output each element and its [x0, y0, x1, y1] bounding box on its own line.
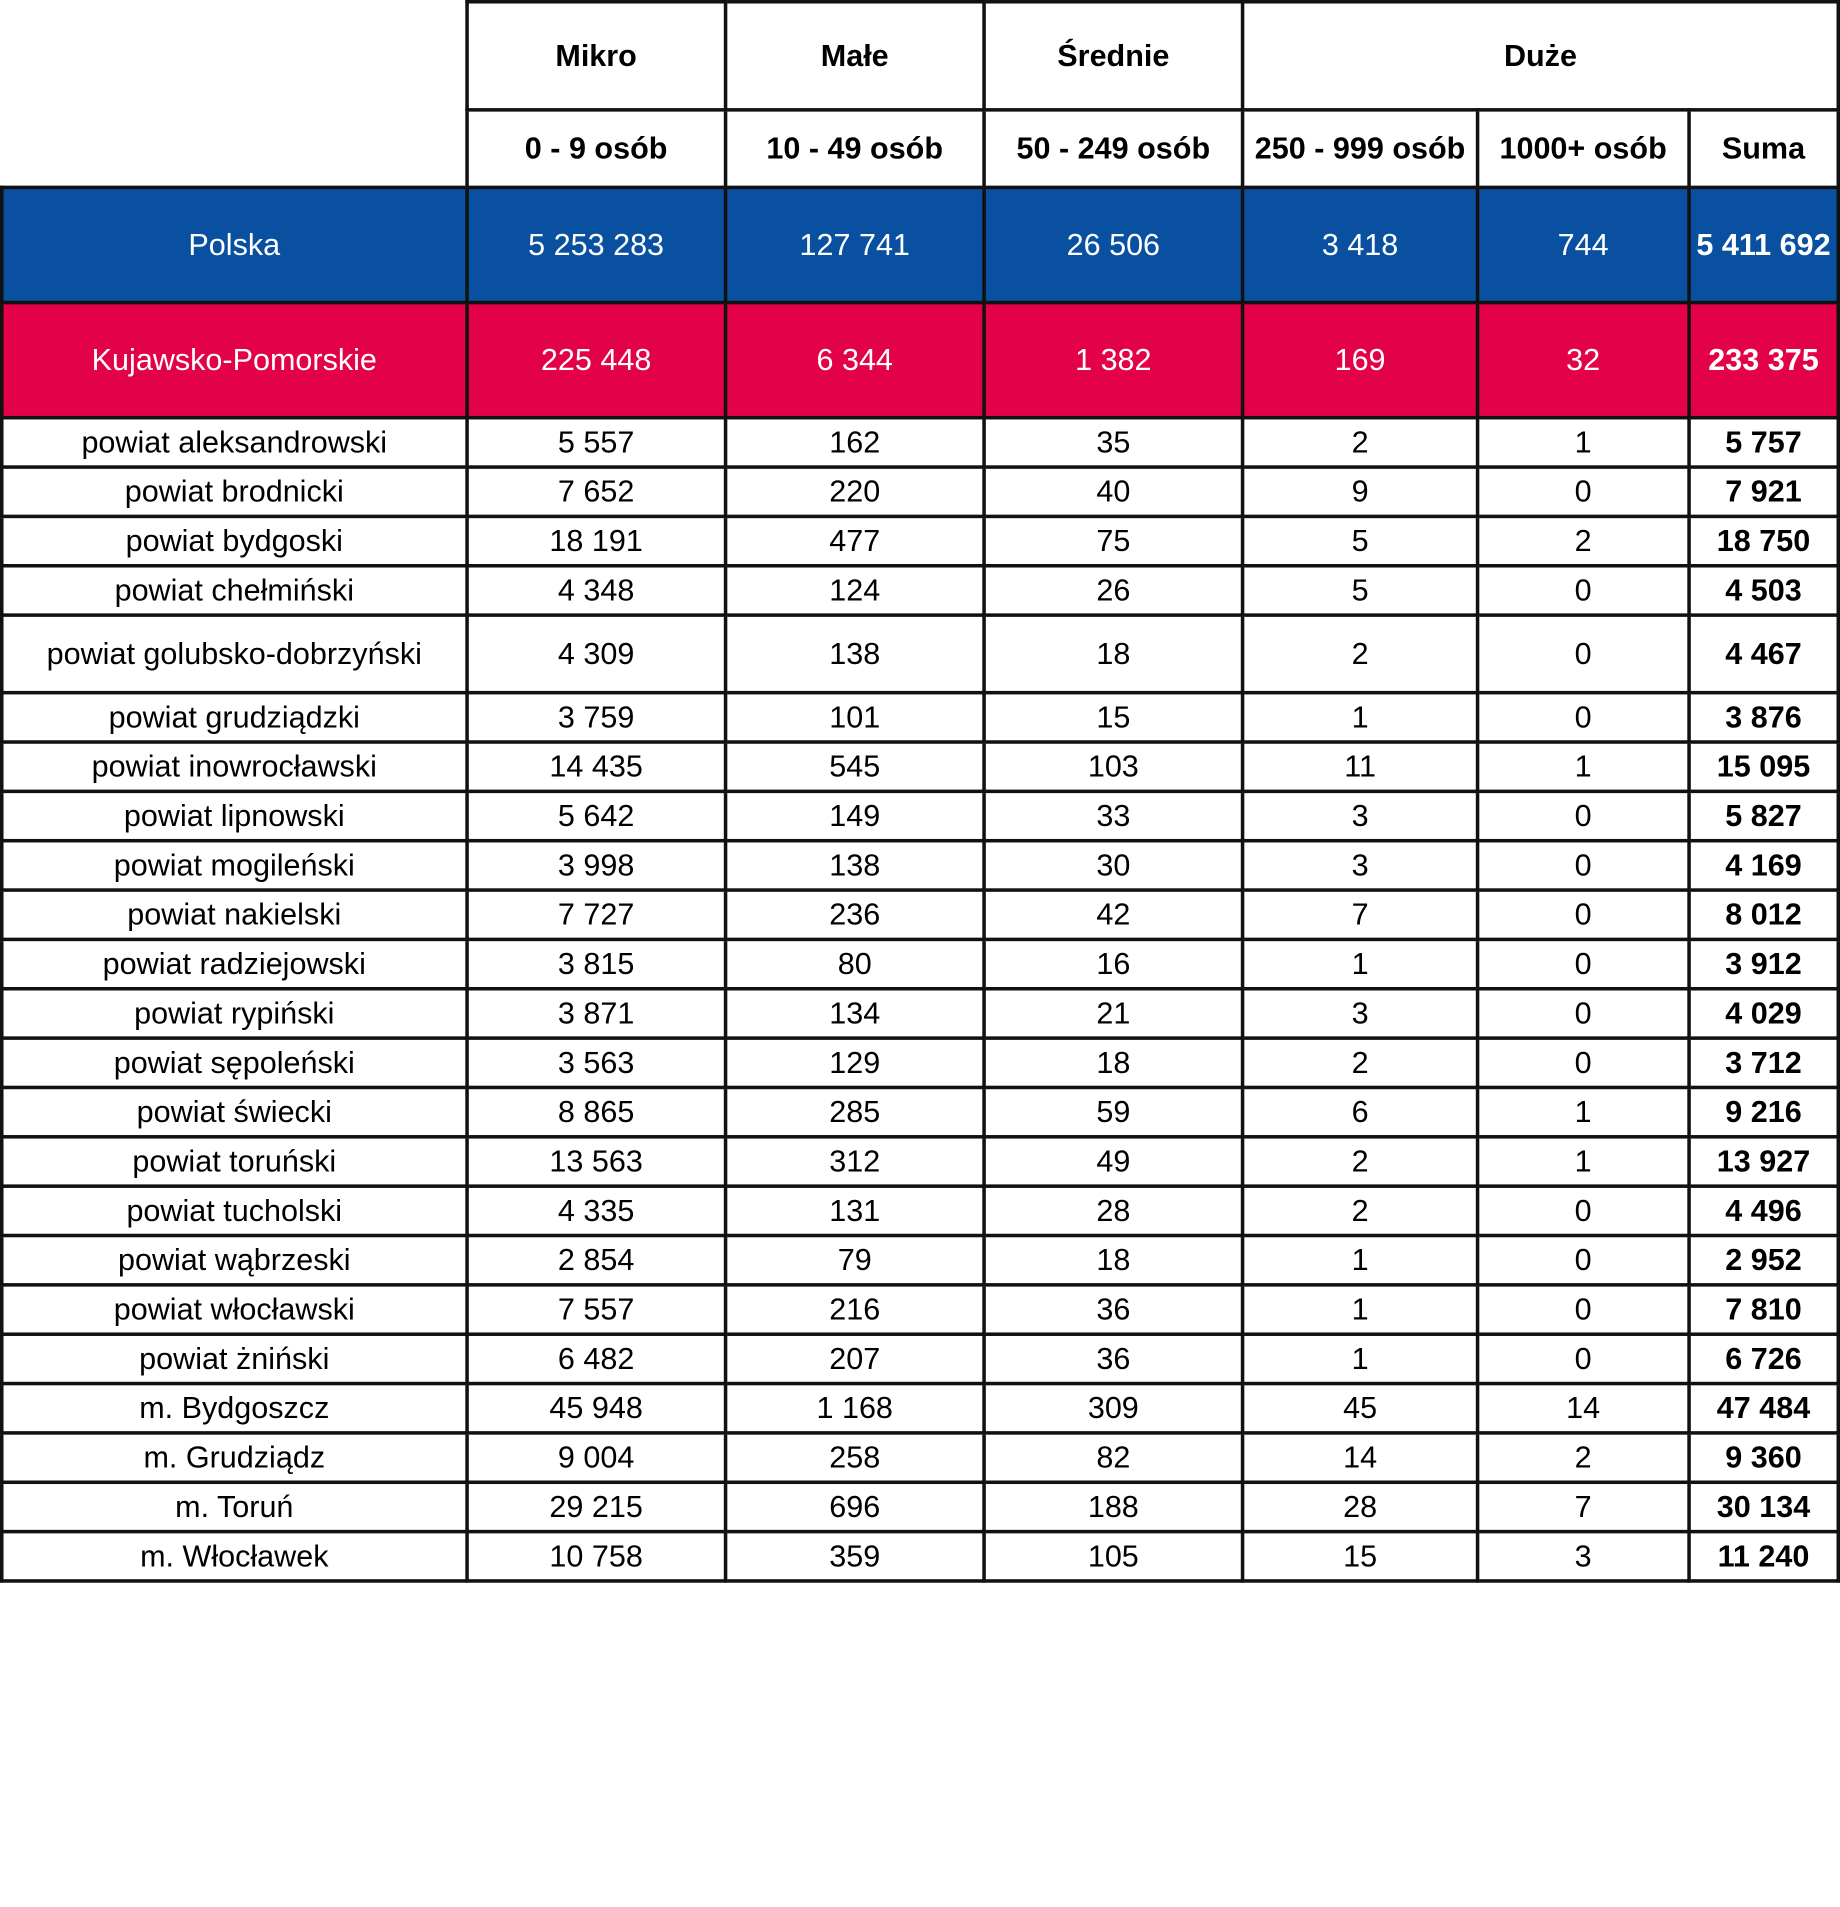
duze-250-999-cell: 9	[1243, 467, 1478, 516]
sum-cell: 4 467	[1689, 615, 1839, 693]
duze-250-999-cell: 7	[1243, 890, 1478, 939]
srednie-cell: 35	[984, 418, 1243, 467]
srednie-cell: 15	[984, 693, 1243, 742]
mikro-cell: 14 435	[467, 742, 726, 791]
table-row	[2, 1384, 1839, 1433]
sum-cell: 2 952	[1689, 1236, 1839, 1285]
mikro-cell: 5 253 283	[467, 187, 726, 302]
duze-1000-plus-cell: 0	[1478, 841, 1689, 890]
duze-250-999-cell: 2	[1243, 1137, 1478, 1186]
srednie-cell: 82	[984, 1433, 1243, 1482]
table-row	[2, 418, 1839, 467]
header-range-0-9: 0 - 9 osób	[467, 110, 726, 188]
duze-1000-plus-cell: 744	[1478, 187, 1689, 302]
sum-cell: 5 411 692	[1689, 187, 1839, 302]
srednie-cell: 18	[984, 1038, 1243, 1087]
region-row	[2, 303, 1839, 418]
duze-250-999-cell: 2	[1243, 615, 1478, 693]
duze-1000-plus-cell: 32	[1478, 303, 1689, 418]
table-row	[2, 1186, 1839, 1235]
header-group-male: Małe	[725, 2, 984, 110]
row-name-cell: powiat brodnicki	[2, 467, 467, 516]
srednie-cell: 36	[984, 1334, 1243, 1383]
srednie-cell: 49	[984, 1137, 1243, 1186]
sum-cell: 30 134	[1689, 1482, 1839, 1531]
male-cell: 129	[725, 1038, 984, 1087]
table-row	[2, 1482, 1839, 1531]
duze-1000-plus-cell: 3	[1478, 1532, 1689, 1581]
mikro-cell: 13 563	[467, 1137, 726, 1186]
duze-250-999-cell: 2	[1243, 418, 1478, 467]
srednie-cell: 105	[984, 1532, 1243, 1581]
sum-cell: 13 927	[1689, 1137, 1839, 1186]
male-cell: 127 741	[725, 187, 984, 302]
header-row-groups	[2, 2, 1839, 110]
row-name-cell: powiat chełmiński	[2, 566, 467, 615]
male-cell: 101	[725, 693, 984, 742]
poland-row	[2, 187, 1839, 302]
duze-250-999-cell: 2	[1243, 1186, 1478, 1235]
duze-1000-plus-cell: 1	[1478, 1087, 1689, 1136]
male-cell: 162	[725, 418, 984, 467]
duze-1000-plus-cell: 7	[1478, 1482, 1689, 1531]
row-name-cell: powiat inowrocławski	[2, 742, 467, 791]
header-range-250-999: 250 - 999 osób	[1243, 110, 1478, 188]
male-cell: 138	[725, 615, 984, 693]
srednie-cell: 59	[984, 1087, 1243, 1136]
duze-250-999-cell: 11	[1243, 742, 1478, 791]
mikro-cell: 10 758	[467, 1532, 726, 1581]
duze-250-999-cell: 3 418	[1243, 187, 1478, 302]
sum-cell: 18 750	[1689, 516, 1839, 565]
sum-cell: 6 726	[1689, 1334, 1839, 1383]
row-name-cell: powiat sępoleński	[2, 1038, 467, 1087]
row-name-cell: powiat rypiński	[2, 989, 467, 1038]
mikro-cell: 18 191	[467, 516, 726, 565]
table-row	[2, 1038, 1839, 1087]
row-name-cell: powiat mogileński	[2, 841, 467, 890]
srednie-cell: 42	[984, 890, 1243, 939]
mikro-cell: 5 642	[467, 791, 726, 840]
duze-250-999-cell: 1	[1243, 939, 1478, 988]
sum-cell: 233 375	[1689, 303, 1839, 418]
mikro-cell: 2 854	[467, 1236, 726, 1285]
male-cell: 359	[725, 1532, 984, 1581]
srednie-cell: 21	[984, 989, 1243, 1038]
srednie-cell: 18	[984, 1236, 1243, 1285]
sum-cell: 4 029	[1689, 989, 1839, 1038]
sum-cell: 5 827	[1689, 791, 1839, 840]
sum-cell: 3 712	[1689, 1038, 1839, 1087]
duze-1000-plus-cell: 0	[1478, 1334, 1689, 1383]
srednie-cell: 1 382	[984, 303, 1243, 418]
table-row	[2, 516, 1839, 565]
row-name-cell: powiat golubsko-dobrzyński	[2, 615, 467, 693]
row-name-cell: m. Bydgoszcz	[2, 1384, 467, 1433]
mikro-cell: 5 557	[467, 418, 726, 467]
duze-250-999-cell: 3	[1243, 989, 1478, 1038]
srednie-cell: 28	[984, 1186, 1243, 1235]
mikro-cell: 45 948	[467, 1384, 726, 1433]
male-cell: 236	[725, 890, 984, 939]
srednie-cell: 26	[984, 566, 1243, 615]
srednie-cell: 40	[984, 467, 1243, 516]
duze-1000-plus-cell: 0	[1478, 693, 1689, 742]
row-name-cell: powiat toruński	[2, 1137, 467, 1186]
table-row	[2, 1137, 1839, 1186]
sum-cell: 15 095	[1689, 742, 1839, 791]
duze-1000-plus-cell: 0	[1478, 890, 1689, 939]
male-cell: 1 168	[725, 1384, 984, 1433]
sum-cell: 3 912	[1689, 939, 1839, 988]
row-name-cell: m. Włocławek	[2, 1532, 467, 1581]
mikro-cell: 29 215	[467, 1482, 726, 1531]
male-cell: 124	[725, 566, 984, 615]
duze-250-999-cell: 5	[1243, 516, 1478, 565]
table-row	[2, 693, 1839, 742]
male-cell: 131	[725, 1186, 984, 1235]
mikro-cell: 7 727	[467, 890, 726, 939]
row-name-cell: powiat tucholski	[2, 1186, 467, 1235]
duze-1000-plus-cell: 0	[1478, 566, 1689, 615]
header-group-mikro: Mikro	[467, 2, 726, 110]
mikro-cell: 3 998	[467, 841, 726, 890]
srednie-cell: 103	[984, 742, 1243, 791]
row-name-cell: Kujawsko-Pomorskie	[2, 303, 467, 418]
srednie-cell: 36	[984, 1285, 1243, 1334]
table-row	[2, 467, 1839, 516]
mikro-cell: 4 309	[467, 615, 726, 693]
duze-1000-plus-cell: 1	[1478, 742, 1689, 791]
mikro-cell: 7 557	[467, 1285, 726, 1334]
duze-1000-plus-cell: 0	[1478, 467, 1689, 516]
srednie-cell: 33	[984, 791, 1243, 840]
sum-cell: 47 484	[1689, 1384, 1839, 1433]
duze-1000-plus-cell: 2	[1478, 1433, 1689, 1482]
male-cell: 285	[725, 1087, 984, 1136]
mikro-cell: 3 815	[467, 939, 726, 988]
row-name-cell: powiat włocławski	[2, 1285, 467, 1334]
sum-cell: 7 810	[1689, 1285, 1839, 1334]
table-row	[2, 566, 1839, 615]
table-row	[2, 1285, 1839, 1334]
table-body	[2, 187, 1839, 1581]
table-row	[2, 841, 1839, 890]
mikro-cell: 4 348	[467, 566, 726, 615]
male-cell: 207	[725, 1334, 984, 1383]
mikro-cell: 8 865	[467, 1087, 726, 1136]
duze-250-999-cell: 3	[1243, 841, 1478, 890]
table-row	[2, 742, 1839, 791]
male-cell: 134	[725, 989, 984, 1038]
duze-1000-plus-cell: 0	[1478, 939, 1689, 988]
row-name-cell: m. Toruń	[2, 1482, 467, 1531]
row-name-cell: powiat lipnowski	[2, 791, 467, 840]
male-cell: 312	[725, 1137, 984, 1186]
male-cell: 138	[725, 841, 984, 890]
duze-1000-plus-cell: 0	[1478, 1236, 1689, 1285]
male-cell: 79	[725, 1236, 984, 1285]
row-name-cell: powiat żniński	[2, 1334, 467, 1383]
male-cell: 258	[725, 1433, 984, 1482]
mikro-cell: 3 759	[467, 693, 726, 742]
header-corner	[2, 2, 467, 188]
srednie-cell: 16	[984, 939, 1243, 988]
table-row	[2, 939, 1839, 988]
duze-250-999-cell: 1	[1243, 693, 1478, 742]
duze-250-999-cell: 169	[1243, 303, 1478, 418]
duze-250-999-cell: 15	[1243, 1532, 1478, 1581]
duze-250-999-cell: 1	[1243, 1236, 1478, 1285]
sum-cell: 5 757	[1689, 418, 1839, 467]
duze-1000-plus-cell: 0	[1478, 1186, 1689, 1235]
duze-1000-plus-cell: 0	[1478, 791, 1689, 840]
duze-250-999-cell: 3	[1243, 791, 1478, 840]
duze-1000-plus-cell: 1	[1478, 1137, 1689, 1186]
duze-250-999-cell: 28	[1243, 1482, 1478, 1531]
mikro-cell: 225 448	[467, 303, 726, 418]
duze-1000-plus-cell: 0	[1478, 1285, 1689, 1334]
duze-250-999-cell: 6	[1243, 1087, 1478, 1136]
sum-cell: 4 503	[1689, 566, 1839, 615]
male-cell: 220	[725, 467, 984, 516]
duze-1000-plus-cell: 2	[1478, 516, 1689, 565]
male-cell: 149	[725, 791, 984, 840]
duze-250-999-cell: 1	[1243, 1334, 1478, 1383]
header-range-1000-plus: 1000+ osób	[1478, 110, 1689, 188]
sum-cell: 9 216	[1689, 1087, 1839, 1136]
duze-250-999-cell: 14	[1243, 1433, 1478, 1482]
duze-1000-plus-cell: 0	[1478, 615, 1689, 693]
duze-1000-plus-cell: 0	[1478, 989, 1689, 1038]
row-name-cell: powiat wąbrzeski	[2, 1236, 467, 1285]
srednie-cell: 309	[984, 1384, 1243, 1433]
row-name-cell: powiat świecki	[2, 1087, 467, 1136]
sum-cell: 11 240	[1689, 1532, 1839, 1581]
row-name-cell: Polska	[2, 187, 467, 302]
male-cell: 6 344	[725, 303, 984, 418]
mikro-cell: 6 482	[467, 1334, 726, 1383]
duze-250-999-cell: 45	[1243, 1384, 1478, 1433]
table-row	[2, 1433, 1839, 1482]
male-cell: 545	[725, 742, 984, 791]
sum-cell: 4 496	[1689, 1186, 1839, 1235]
male-cell: 477	[725, 516, 984, 565]
row-name-cell: powiat nakielski	[2, 890, 467, 939]
mikro-cell: 7 652	[467, 467, 726, 516]
table-header	[2, 2, 1839, 188]
table-row	[2, 615, 1839, 693]
sum-cell: 9 360	[1689, 1433, 1839, 1482]
srednie-cell: 18	[984, 615, 1243, 693]
male-cell: 80	[725, 939, 984, 988]
duze-1000-plus-cell: 14	[1478, 1384, 1689, 1433]
row-name-cell: m. Grudziądz	[2, 1433, 467, 1482]
male-cell: 216	[725, 1285, 984, 1334]
table-row	[2, 1087, 1839, 1136]
sum-cell: 4 169	[1689, 841, 1839, 890]
mikro-cell: 3 563	[467, 1038, 726, 1087]
table-row	[2, 890, 1839, 939]
srednie-cell: 75	[984, 516, 1243, 565]
duze-250-999-cell: 1	[1243, 1285, 1478, 1334]
row-name-cell: powiat grudziądzki	[2, 693, 467, 742]
duze-250-999-cell: 2	[1243, 1038, 1478, 1087]
table-row	[2, 989, 1839, 1038]
mikro-cell: 3 871	[467, 989, 726, 1038]
srednie-cell: 30	[984, 841, 1243, 890]
row-name-cell: powiat bydgoski	[2, 516, 467, 565]
header-group-srednie: Średnie	[984, 2, 1243, 110]
header-range-10-49: 10 - 49 osób	[725, 110, 984, 188]
row-name-cell: powiat radziejowski	[2, 939, 467, 988]
duze-1000-plus-cell: 1	[1478, 418, 1689, 467]
header-sum: Suma	[1689, 110, 1839, 188]
male-cell: 696	[725, 1482, 984, 1531]
table-row	[2, 1334, 1839, 1383]
header-group-duze: Duże	[1243, 2, 1839, 110]
sum-cell: 3 876	[1689, 693, 1839, 742]
sum-cell: 7 921	[1689, 467, 1839, 516]
header-range-50-249: 50 - 249 osób	[984, 110, 1243, 188]
srednie-cell: 188	[984, 1482, 1243, 1531]
duze-1000-plus-cell: 0	[1478, 1038, 1689, 1087]
table-row	[2, 791, 1839, 840]
sum-cell: 8 012	[1689, 890, 1839, 939]
mikro-cell: 9 004	[467, 1433, 726, 1482]
table-row	[2, 1532, 1839, 1581]
srednie-cell: 26 506	[984, 187, 1243, 302]
row-name-cell: powiat aleksandrowski	[2, 418, 467, 467]
table-row	[2, 1236, 1839, 1285]
mikro-cell: 4 335	[467, 1186, 726, 1235]
duze-250-999-cell: 5	[1243, 566, 1478, 615]
